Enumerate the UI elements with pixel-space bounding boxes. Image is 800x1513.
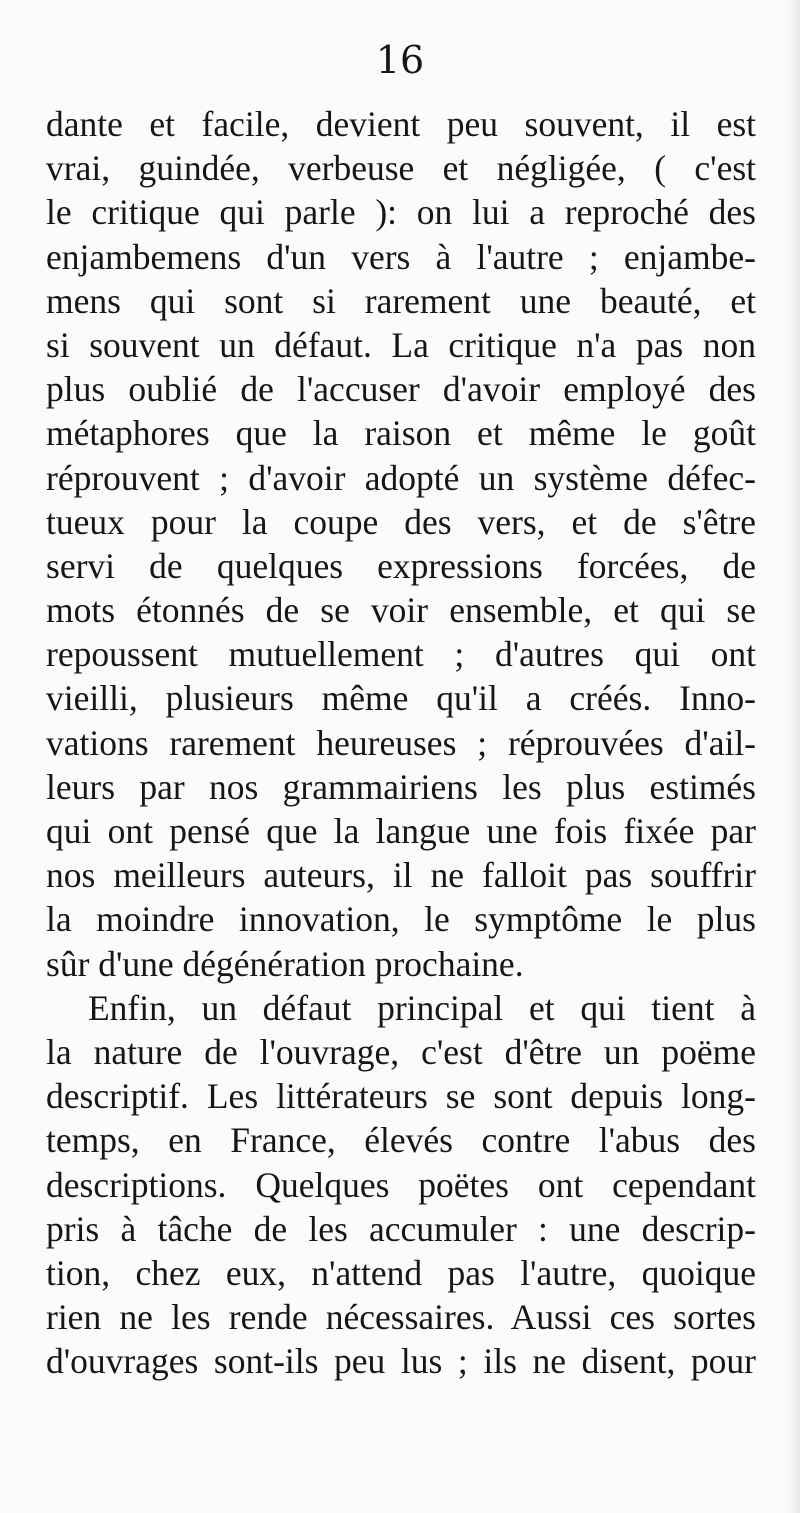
text-line: pris à tâche de les accumuler : une descrip- bbox=[46, 1208, 756, 1249]
text-line: descriptif. Les littérateurs se sont depuis long- bbox=[46, 1076, 756, 1117]
text-line: servi de quelques expressions forcées, de bbox=[46, 545, 756, 586]
text-line: enjambemens d'un vers à l'autre ; enjambe- bbox=[46, 236, 756, 277]
text-line: la nature de l'ouvrage, c'est d'être un poëme bbox=[46, 1031, 756, 1072]
text-line: mens qui sont si rarement une beauté, et bbox=[46, 280, 756, 321]
page-number: 16 bbox=[375, 38, 425, 82]
text-line: temps, en France, élevés contre l'abus des bbox=[46, 1120, 756, 1161]
text-line: nos meilleurs auteurs, il ne falloit pas souffrir bbox=[46, 855, 756, 896]
paragraph-end-line: sûr d'une dégénération prochaine. bbox=[46, 943, 524, 984]
text-line: d'ouvrages sont-ils peu lus ; ils ne disent, pour bbox=[46, 1341, 756, 1382]
text-line: réprouvent ; d'avoir adopté un système défec- bbox=[46, 457, 756, 498]
text-line: vations rarement heureuses ; réprouvées d'ail- bbox=[46, 722, 756, 763]
text-line: tueux pour la coupe des vers, et de s'être bbox=[46, 501, 756, 542]
page-edge-shadow bbox=[786, 0, 800, 1513]
text-line: vieilli, plusieurs même qu'il a créés. Inno- bbox=[46, 678, 756, 719]
text-line: qui ont pensé que la langue une fois fixée par bbox=[46, 811, 756, 851]
text-line: le critique qui parle ): on lui a reproché des bbox=[46, 192, 756, 233]
text-line: repoussent mutuellement ; d'autres qui ont bbox=[46, 634, 756, 675]
text-line: métaphores que la raison et même le goût bbox=[46, 413, 756, 454]
text-line: vrai, guindée, verbeuse et négligée, ( c'est bbox=[46, 148, 756, 189]
text-line: plus oublié de l'accuser d'avoir employé des bbox=[46, 369, 756, 410]
text-line: la moindre innovation, le symptôme le plus bbox=[46, 899, 756, 940]
paragraph-start-line: Enfin, un défaut principal et qui tient à bbox=[88, 987, 756, 1028]
text-line: mots étonnés de se voir ensemble, et qui se bbox=[46, 590, 756, 631]
text-line: dante et facile, devient peu souvent, il est bbox=[46, 104, 756, 144]
text-line: leurs par nos grammairiens les plus estimés bbox=[46, 766, 756, 807]
body-text bbox=[46, 102, 756, 1383]
text-line: descriptions. Quelques poëtes ont cependant bbox=[46, 1164, 756, 1205]
text-line: rien ne les rende nécessaires. Aussi ces sortes bbox=[46, 1297, 756, 1338]
text-line: tion, chez eux, n'attend pas l'autre, quoique bbox=[46, 1252, 756, 1293]
text-line: si souvent un défaut. La critique n'a pas non bbox=[46, 324, 756, 365]
